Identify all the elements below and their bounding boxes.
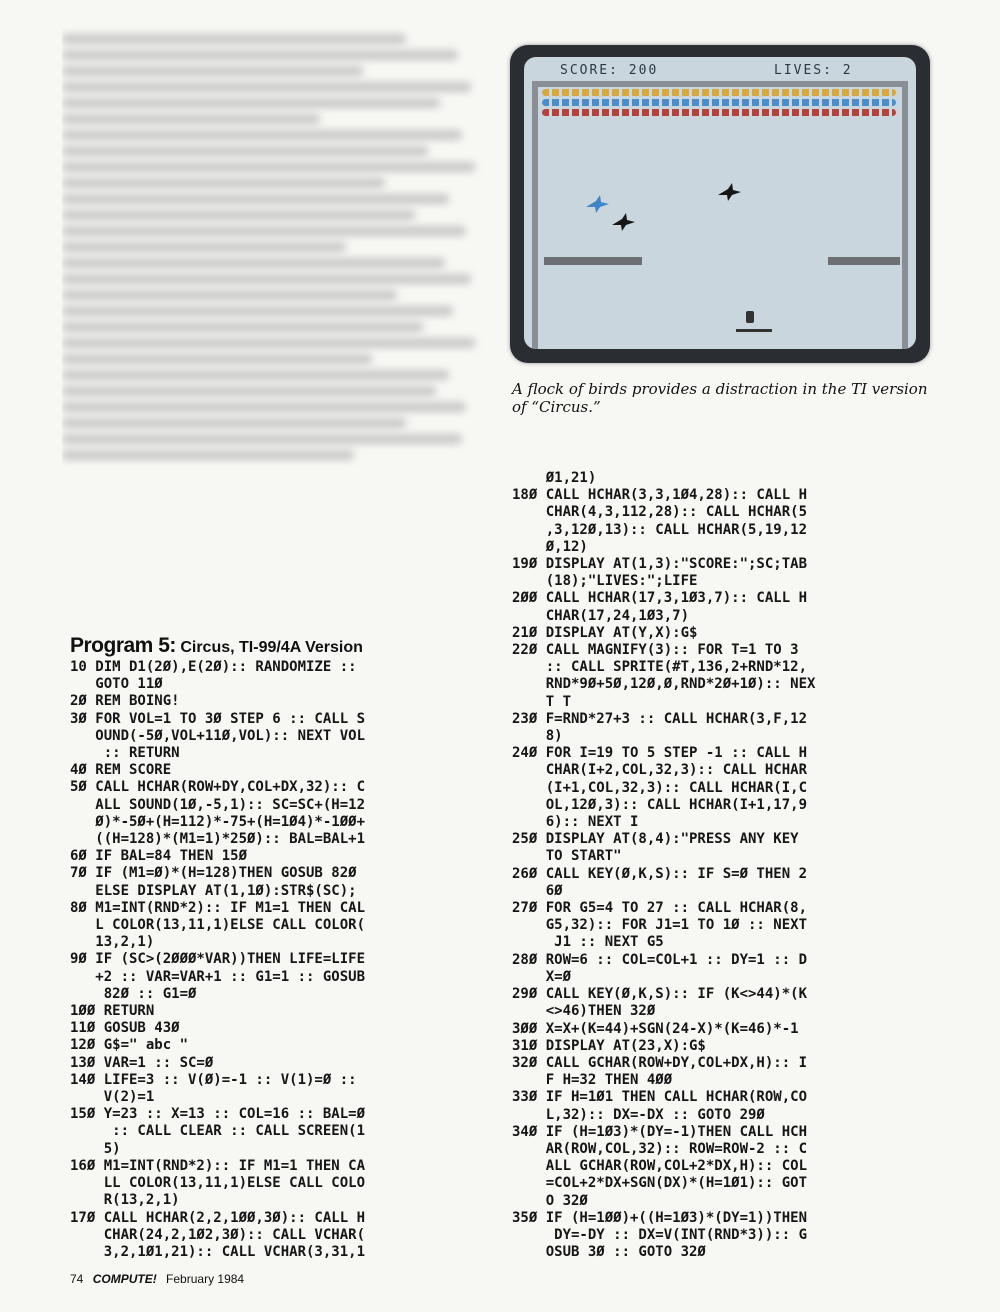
code-line: 2ØØ CALL HCHAR(17,3,1Ø3,7):: CALL H — [512, 590, 808, 607]
magazine-name: COMPUTE! — [92, 1272, 157, 1286]
code-line: CHAR(I+2,COL,32,3):: CALL HCHAR — [512, 762, 808, 779]
code-line: 5) — [70, 1140, 121, 1157]
code-line: 13,2,1) — [70, 934, 155, 951]
code-line: 3,2,1Ø1,21):: CALL VCHAR(3,31,1 — [70, 1243, 366, 1260]
screen-border-right — [902, 81, 908, 349]
issue-date: February 1984 — [166, 1272, 245, 1286]
code-listing-left — [70, 659, 365, 1261]
code-line: (18);"LIVES:";LIFE — [512, 573, 698, 590]
code-line: GOTO 11Ø — [70, 676, 163, 693]
platform-right — [828, 257, 900, 265]
code-line: (I+1,COL,32,3):: CALL HCHAR(I,C — [512, 779, 808, 796]
code-line: 18Ø CALL HCHAR(3,3,1Ø4,28):: CALL H — [512, 487, 808, 504]
code-line: 12Ø G$=" abc " — [70, 1037, 189, 1054]
code-line: Ø1,21) — [512, 470, 597, 486]
bird-icon — [716, 183, 742, 201]
code-line: 4Ø REM SCORE — [70, 762, 172, 779]
code-listing-right — [512, 470, 815, 1261]
platform-left — [544, 257, 642, 265]
code-line: AR(ROW,COL,32):: ROW=ROW-2 :: C — [512, 1140, 808, 1157]
code-line: 5Ø CALL HCHAR(ROW+DY,COL+DX,32):: C — [70, 779, 366, 796]
code-line: 11Ø GOSUB 43Ø — [70, 1020, 180, 1037]
code-line: F H=32 THEN 4ØØ — [512, 1072, 673, 1089]
code-line: 23Ø F=RND*27+3 :: CALL HCHAR(3,F,12 — [512, 710, 808, 727]
code-line: ELSE DISPLAY AT(1,1Ø):STR$(SC); — [70, 882, 357, 899]
code-line: V(2)=1 — [70, 1089, 155, 1106]
code-line: 82Ø :: G1=Ø — [70, 985, 197, 1002]
screen-border-left — [532, 81, 538, 349]
code-line: :: RETURN — [70, 745, 180, 762]
code-line: CHAR(17,24,1Ø3,7) — [512, 607, 690, 624]
page-footer — [70, 1272, 244, 1286]
code-line: 7Ø IF (M1=Ø)*(H=128)THEN GOSUB 82Ø — [70, 865, 357, 882]
code-line: 14Ø LIFE=3 :: V(Ø)=-1 :: V(1)=Ø :: — [70, 1071, 357, 1088]
code-line: 22Ø CALL MAGNIFY(3):: FOR T=1 TO 3 — [512, 642, 799, 659]
code-line: 17Ø CALL HCHAR(2,2,1ØØ,3Ø):: CALL H — [70, 1209, 366, 1226]
code-line: 28Ø ROW=6 :: COL=COL+1 :: DY=1 :: D — [512, 951, 808, 968]
blurred-previous-listing — [62, 28, 492, 618]
code-line: <>46)THEN 32Ø — [512, 1003, 656, 1020]
code-line: CHAR(4,3,112,28):: CALL HCHAR(5 — [512, 504, 808, 521]
code-line: O 32Ø — [512, 1192, 588, 1209]
code-line: OSUB 3Ø :: GOTO 32Ø — [512, 1244, 706, 1261]
code-line: Ø)*-5Ø+(H=112)*-75+(H=1Ø4)*-1ØØ+ — [70, 813, 366, 830]
balloon-row-yellow — [542, 89, 896, 96]
code-line: LL COLOR(13,11,1)ELSE CALL COLO — [70, 1175, 366, 1192]
code-line: 6Ø IF BAL=84 THEN 15Ø — [70, 848, 248, 865]
screen-border-top — [532, 81, 908, 87]
code-line: R(13,2,1) — [70, 1192, 180, 1209]
game-screenshot-photo — [510, 45, 930, 363]
code-line: TO START" — [512, 848, 622, 865]
code-line: L COLOR(13,11,1)ELSE CALL COLOR( — [70, 917, 366, 934]
code-line: ,3,12Ø,13):: CALL HCHAR(5,19,12 — [512, 521, 808, 538]
code-line: 25Ø DISPLAY AT(8,4):"PRESS ANY KEY — [512, 831, 799, 848]
code-line: G5,32):: FOR J1=1 TO 1Ø :: NEXT — [512, 917, 808, 934]
code-line: 29Ø CALL KEY(Ø,K,S):: IF (K<>44)*(K — [512, 986, 808, 1003]
code-line: 27Ø FOR G5=4 TO 27 :: CALL HCHAR(8, — [512, 900, 808, 917]
code-line: 8Ø M1=INT(RND*2):: IF M1=1 THEN CAL — [70, 899, 366, 916]
code-line: L,32):: DX=-DX :: GOTO 29Ø — [512, 1106, 765, 1123]
code-line: Ø,12) — [512, 538, 588, 555]
code-line: 34Ø IF (H=1Ø3)*(DY=-1)THEN CALL HCH — [512, 1123, 808, 1140]
code-line: 19Ø DISPLAY AT(1,3):"SCORE:";SC;TAB — [512, 556, 808, 573]
game-lives-text: LIVES: 2 — [774, 63, 853, 78]
code-line: ALL GCHAR(ROW,COL+2*DX,H):: COL — [512, 1158, 808, 1175]
code-line: 24Ø FOR I=19 TO 5 STEP -1 :: CALL H — [512, 745, 808, 762]
code-line: 13Ø VAR=1 :: SC=Ø — [70, 1054, 214, 1071]
code-line: J1 :: NEXT G5 — [512, 934, 664, 951]
code-line: 3ØØ X=X+(K=44)+SGN(24-X)*(K=46)*-1 — [512, 1020, 799, 1037]
code-line: DY=-DY :: DX=V(INT(RND*3)):: G — [512, 1226, 808, 1243]
code-line: 6Ø — [512, 882, 563, 899]
code-line: 9Ø IF (SC>(2ØØØ*VAR))THEN LIFE=LIFE — [70, 951, 366, 968]
program-title-main: Program 5: — [70, 634, 176, 657]
game-screen — [524, 57, 916, 349]
code-line: 1ØØ RETURN — [70, 1003, 155, 1020]
code-line: 26Ø CALL KEY(Ø,K,S):: IF S=Ø THEN 2 — [512, 865, 808, 882]
code-line: 31Ø DISPLAY AT(23,X):G$ — [512, 1037, 706, 1054]
program-title — [70, 634, 510, 658]
seesaw-sprite — [736, 329, 772, 340]
code-line: 6):: NEXT I — [512, 814, 639, 831]
balloon-row-blue — [542, 99, 896, 106]
code-line: 35Ø IF (H=1ØØ)+((H=1Ø3)*(DY=1))THEN — [512, 1209, 808, 1226]
code-line: 16Ø M1=INT(RND*2):: IF M1=1 THEN CA — [70, 1157, 366, 1174]
code-line: 32Ø CALL GCHAR(ROW+DY,COL+DX,H):: I — [512, 1054, 808, 1071]
code-line: 15Ø Y=23 :: X=13 :: COL=16 :: BAL=Ø — [70, 1106, 366, 1123]
code-line: OL,12Ø,3):: CALL HCHAR(I+1,17,9 — [512, 796, 808, 813]
code-line: RND*9Ø+5Ø,12Ø,Ø,RND*2Ø+1Ø):: NEX — [512, 676, 816, 693]
code-line: OUND(-5Ø,VOL+11Ø,VOL):: NEXT VOL — [70, 727, 366, 744]
code-line: 2Ø REM BOING! — [70, 693, 180, 710]
code-line: ((H=128)*(M1=1)*25Ø):: BAL=BAL+1 — [70, 831, 366, 848]
code-line: :: CALL SPRITE(#T,136,2+RND*12, — [512, 659, 808, 676]
page-number: 74 — [70, 1272, 84, 1286]
photo-caption: A flock of birds provides a distraction in the TI version of “Circus.” — [512, 380, 928, 416]
code-line: T T — [512, 693, 572, 710]
balloon-row-red — [542, 109, 896, 116]
game-score-text: SCORE: 200 — [560, 63, 659, 78]
code-line: X=Ø — [512, 968, 572, 985]
code-line: 3Ø FOR VOL=1 TO 3Ø STEP 6 :: CALL S — [70, 710, 366, 727]
bird-icon — [610, 213, 636, 231]
code-line: =COL+2*DX+SGN(DX)*(H=1Ø1):: GOT — [512, 1175, 808, 1192]
bird-icon — [584, 195, 610, 213]
code-line: 33Ø IF H=1Ø1 THEN CALL HCHAR(ROW,CO — [512, 1089, 808, 1106]
code-line: 10 DIM D1(2Ø),E(2Ø):: RANDOMIZE :: — [70, 659, 357, 675]
program-title-sub: Circus, TI-99/4A Version — [180, 639, 363, 656]
code-line: 21Ø DISPLAY AT(Y,X):G$ — [512, 624, 698, 641]
code-line: ALL SOUND(1Ø,-5,1):: SC=SC+(H=12 — [70, 796, 366, 813]
code-line: CHAR(24,2,1Ø2,3Ø):: CALL VCHAR( — [70, 1226, 366, 1243]
code-line: 8) — [512, 728, 563, 745]
code-line: :: CALL CLEAR :: CALL SCREEN(1 — [70, 1123, 366, 1140]
acrobat-sprite — [746, 311, 754, 323]
code-line: +2 :: VAR=VAR+1 :: G1=1 :: GOSUB — [70, 968, 366, 985]
